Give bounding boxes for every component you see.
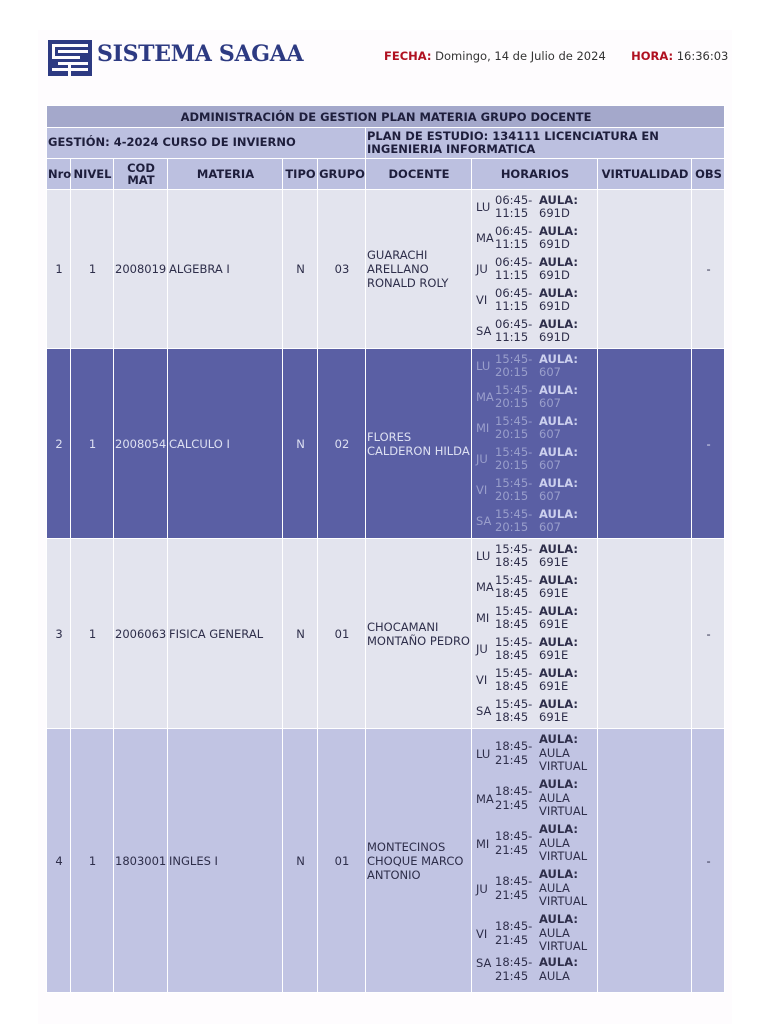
cell-cod-mat: 2006063 [114, 539, 168, 729]
cell-nro: 3 [47, 539, 71, 729]
cell-nro: 1 [47, 190, 71, 349]
plan-materia-table [46, 105, 725, 993]
hora-value: 16:36:03 [676, 49, 729, 63]
app-title: SISTEMA SAGAA [97, 41, 304, 67]
report-header [38, 30, 732, 92]
cell-tipo: N [283, 349, 318, 539]
cell-horarios [472, 729, 598, 993]
cell-virtualidad [598, 349, 692, 539]
cell-materia: ALGEBRA I [168, 190, 283, 349]
sagaa-logo-icon [48, 40, 92, 76]
table-row [47, 539, 725, 729]
cell-nivel: 1 [71, 539, 114, 729]
cell-horarios [472, 190, 598, 349]
cell-nro: 2 [47, 349, 71, 539]
schedule-entry: JU 06:45- 11:15 AULA: 691D [476, 254, 578, 282]
cell-cod-mat: 2008054 [114, 349, 168, 539]
schedule-entry: SA 15:45- 20:15 AULA: 607 [476, 506, 578, 534]
cell-materia: INGLES I [168, 729, 283, 993]
col-header-docente: DOCENTE [366, 159, 472, 190]
cell-grupo: 03 [318, 190, 366, 349]
table-row [47, 729, 725, 993]
cell-nivel: 1 [71, 190, 114, 349]
col-header-virtualidad: VIRTUALIDAD [598, 159, 692, 190]
schedule-entry: MA 15:45- 20:15 AULA: 607 [476, 382, 578, 410]
cell-obs: - [692, 190, 725, 349]
cell-virtualidad [598, 729, 692, 993]
col-header-nro: Nro [47, 159, 71, 190]
schedule-entry: MA 18:45- 21:45 AULA: AULA VIRTUAL [476, 777, 588, 819]
col-header-cod-mat: COD MAT [114, 159, 168, 190]
cell-tipo: N [283, 729, 318, 993]
col-header-grupo: GRUPO [318, 159, 366, 190]
schedule-entry: VI 18:45- 21:45 AULA: AULA VIRTUAL [476, 912, 588, 954]
col-header-nivel: NIVEL [71, 159, 114, 190]
cell-grupo: 02 [318, 349, 366, 539]
schedule-entry: JU 15:45- 18:45 AULA: 691E [476, 634, 578, 662]
hora-label: HORA: [631, 49, 674, 63]
fecha-label: FECHA: [384, 49, 432, 63]
schedule-entry: JU 15:45- 20:15 AULA: 607 [476, 444, 578, 472]
schedule-entry: VI 15:45- 20:15 AULA: 607 [476, 475, 578, 503]
schedule-entry: LU 06:45- 11:15 AULA: 691D [476, 192, 578, 220]
report-page [38, 30, 732, 1024]
schedule-entry: SA 18:45- 21:45 AULA: AULA [476, 955, 578, 983]
col-header-tipo: TIPO [283, 159, 318, 190]
schedule-entry: SA 06:45- 11:15 AULA: 691D [476, 316, 578, 344]
cell-obs: - [692, 349, 725, 539]
cell-horarios [472, 539, 598, 729]
schedule-entry: JU 18:45- 21:45 AULA: AULA VIRTUAL [476, 867, 588, 909]
cell-grupo: 01 [318, 729, 366, 993]
cell-tipo: N [283, 190, 318, 349]
schedule-entry: MI 15:45- 20:15 AULA: 607 [476, 413, 578, 441]
cell-nivel: 1 [71, 729, 114, 993]
schedule-entry: SA 15:45- 18:45 AULA: 691E [476, 696, 578, 724]
cell-virtualidad [598, 190, 692, 349]
table-title: ADMINISTRACIÓN DE GESTION PLAN MATERIA GRUPO DOCENTE [47, 106, 725, 128]
cell-cod-mat: 1803001 [114, 729, 168, 993]
cell-nro: 4 [47, 729, 71, 993]
schedule-entry: LU 15:45- 20:15 AULA: 607 [476, 351, 578, 379]
col-header-materia: MATERIA [168, 159, 283, 190]
schedule-entry: MA 06:45- 11:15 AULA: 691D [476, 223, 578, 251]
cell-grupo: 01 [318, 539, 366, 729]
col-header-obs: OBS [692, 159, 725, 190]
col-header-horarios: HORARIOS [472, 159, 598, 190]
cell-tipo: N [283, 539, 318, 729]
cell-cod-mat: 2008019 [114, 190, 168, 349]
cell-docente: FLORES CALDERON HILDA [366, 349, 472, 539]
schedule-entry: MI 18:45- 21:45 AULA: AULA VIRTUAL [476, 822, 588, 864]
schedule-entry: VI 06:45- 11:15 AULA: 691D [476, 285, 578, 313]
schedule-entry: LU 15:45- 18:45 AULA: 691E [476, 541, 578, 569]
cell-materia: CALCULO I [168, 349, 283, 539]
schedule-entry: VI 15:45- 18:45 AULA: 691E [476, 665, 578, 693]
cell-obs: - [692, 729, 725, 993]
schedule-entry: LU 18:45- 21:45 AULA: AULA VIRTUAL [476, 732, 588, 774]
schedule-entry: MI 15:45- 18:45 AULA: 691E [476, 603, 578, 631]
cell-horarios [472, 349, 598, 539]
cell-obs: - [692, 539, 725, 729]
schedule-entry: MA 15:45- 18:45 AULA: 691E [476, 572, 578, 600]
cell-docente: MONTECINOS CHOQUE MARCO ANTONIO [366, 729, 472, 993]
date-time-line [384, 49, 728, 63]
column-headers [47, 159, 725, 190]
gestion-info: GESTIÓN: 4-2024 CURSO DE INVIERNO [47, 128, 366, 159]
plan-info: PLAN DE ESTUDIO: 134111 LICENCIATURA EN INGENIERIA INFORMATICA [366, 128, 725, 159]
cell-docente: CHOCAMANI MONTAÑO PEDRO [366, 539, 472, 729]
fecha-value: Domingo, 14 de Julio de 2024 [435, 49, 606, 63]
cell-nivel: 1 [71, 349, 114, 539]
cell-virtualidad [598, 539, 692, 729]
table-row [47, 190, 725, 349]
cell-materia: FISICA GENERAL [168, 539, 283, 729]
table-row [47, 349, 725, 539]
cell-docente: GUARACHI ARELLANO RONALD ROLY [366, 190, 472, 349]
